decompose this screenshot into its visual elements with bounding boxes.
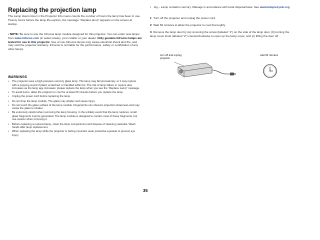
step-1: [150, 17, 294, 21]
warning-item: • Unplug the power cord before replacing the lamp.: [8, 95, 141, 99]
step-text: Wait 60 minutes to allow the projector to cool thoroughly.: [153, 23, 226, 27]
hg-text: Hg – Lamp contains mercury. Manage in accordance with local disposal laws. See: [154, 5, 260, 9]
warnings-heading: WARNINGS: [8, 75, 28, 79]
projector-icon: [178, 63, 212, 77]
warning-item: • When replacing the lamp while the projector is ceiling-mounted, wear protective eyewear to prevent eye injury.: [8, 130, 141, 137]
note-text-2: (in select areas), your retailer or your dealer.: [39, 35, 97, 40]
step-text: Turn off the projector and unplug the power cord.: [153, 16, 216, 20]
warning-item: • Be extremely careful when removing the lamp housing. In the unlikely event that the lamp ruptures, small glass fragments may be generated. The lamp module is designed to contain most of these fragments, but use caution when removing it.: [8, 111, 141, 122]
warning-item: • Do not drop the lamp module. The glass may shatter and cause injury.: [8, 100, 141, 104]
step-number: 2: [150, 23, 152, 27]
step-text: Remove the lamp door by (a) removing the screw (labeled “1”) on the side of the lamp door, (b) turning the lamp cover knob (labeled “2”) counterclockwise to open up the lamp cover, and (c) lifting the door off.: [150, 30, 290, 38]
warning-item: • To avoid burns, allow the projector to cool for at least 60 minutes before you replace the lamp.: [8, 91, 141, 95]
note-label: NOTE:: [9, 32, 19, 36]
diagram-label-left: turn off and unplug projector: [160, 54, 182, 60]
page-title: Replacing the projection lamp: [8, 7, 97, 14]
callout-line: [174, 62, 184, 66]
page-number: 35: [143, 188, 148, 193]
warning-item: • Do not touch the glass surface of the lamp module. Fingerprints can obscure projection sharpness and may cause the glass to shatter.: [8, 104, 141, 111]
mercury-notice: [150, 6, 292, 10]
lamprecycle-link[interactable]: www.lamprecycle.org: [259, 5, 290, 9]
step-number: 3: [150, 30, 152, 34]
clock-icon: [264, 65, 277, 78]
lamp-diagram: [160, 54, 288, 84]
step-3: [150, 31, 294, 39]
note-text-3: Use of non-InFocus lamps may cause electrical shock and fire, and may void the projector warranty. InFocus is not liable for the performance, safety or certification of any other lamps.: [8, 39, 139, 52]
step-2: [150, 24, 294, 28]
warning-item: • The projector uses a high-pressure mercury glass lamp. The lamp may fail prematurely, or it may rupture with a popping sound if jolted, scratched, or handled while hot. The risk of lamp failure or rupture also increases as the lamp age increases; please replace the lamp when you see the “Replace Lamp” message.: [8, 80, 141, 91]
step-number: 1: [150, 16, 152, 20]
intro-paragraph: The Lamp Hours timer in the Projector Info menu counts the number of hours the lamp has been in use. Twenty hours before the lamp life expires, the message “Replace lamp” appears on the screen at startup.: [8, 14, 141, 26]
warnings-list: [8, 80, 141, 138]
note-bold: Only genuine InFocus lamps are tested for use in this projector.: [8, 35, 142, 44]
warning-item: • Before replacing a ruptured lamp, clean the lamp compartment and dispose of cleaning materials. Wash hands after lamp replacement.: [8, 123, 141, 130]
power-cord-icon: [212, 70, 236, 75]
infocus-link[interactable]: www.infocus.com: [14, 35, 40, 40]
note-block: • NOTE: Be sure to use the InFocus lamp module designed for this projector. You can order new lamps from www.infocus.com (in select areas), your retailer or your dealer. Only genuine InFocus lamps are tested for use in this projector. Use of non-InFocus lamps may cause electrical shock and fire, and may void the projector warranty. InFocus is not liable for the performance, safety or certification of any other lamps.: [8, 32, 142, 52]
diagram-label-right: wait 60 minutes: [260, 54, 279, 57]
note-text-1: Be sure to use the InFocus lamp module designed for this projector. You can order new lamps from: [8, 32, 140, 40]
